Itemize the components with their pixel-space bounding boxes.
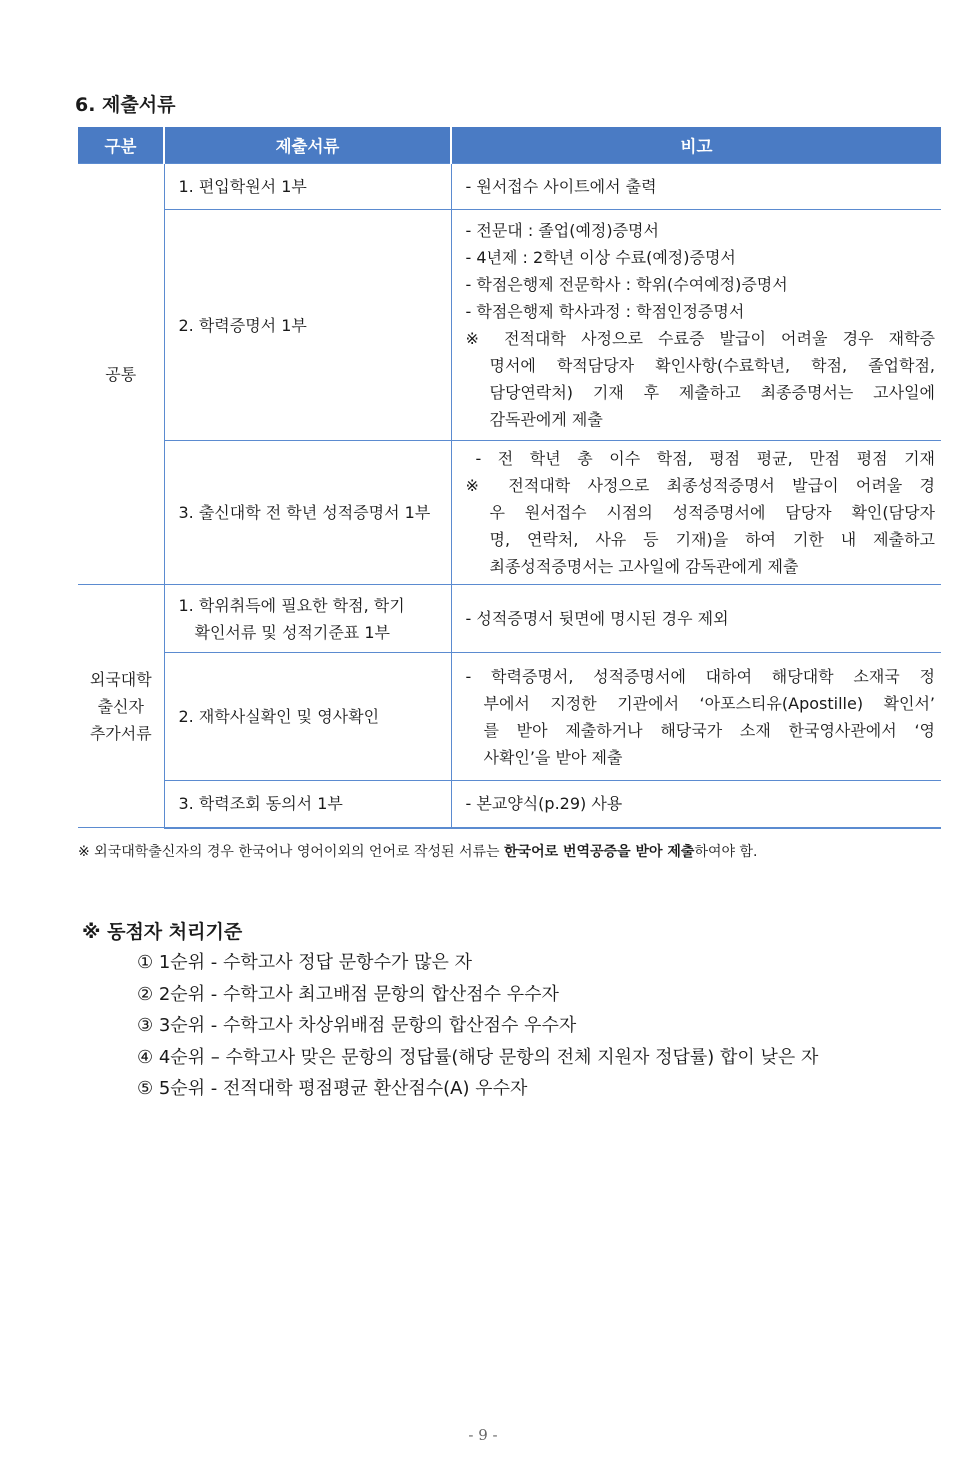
table-row <box>78 210 941 441</box>
footnote: ※ 외국대학출신자의 경우 한국어나 영어이외의 언어로 작성된 서류는 한국어로 번역공증을 받아 제출하여야 함. <box>78 844 758 860</box>
document-cell: 2. 재학사실확인 및 영사확인 <box>164 653 451 781</box>
header-documents: 제출서류 <box>164 127 451 164</box>
list-item: ③ 3순위 - 수학고사 차상위배점 문항의 합산점수 우수자 <box>137 1015 577 1036</box>
table-row <box>78 441 941 585</box>
list-item: ⑤ 5순위 - 전적대학 평점평균 환산점수(A) 우수자 <box>137 1078 528 1099</box>
documents-table <box>78 127 941 829</box>
document-cell: 1. 편입학원서 1부 <box>164 164 451 210</box>
remark-cell: - 본교양식(p.29) 사용 <box>451 781 941 828</box>
document-cell: 3. 학력조회 동의서 1부 <box>164 781 451 828</box>
header-remarks: 비고 <box>451 127 941 164</box>
table-row <box>78 585 941 653</box>
document-cell: 1. 학위취득에 필요한 학점, 학기 확인서류 및 성적기준표 1부 <box>164 585 451 653</box>
table-row <box>78 653 941 781</box>
list-item: ④ 4순위 – 수학고사 맞은 문항의 정답률(해당 문항의 전체 지원자 정답률) 합이 낮은 자 <box>137 1046 819 1068</box>
category-common: 공통 <box>78 164 164 585</box>
remark-cell: - 전 학년 총 이수 학점, 평점 평균, 만점 평점 기재 ※ 전적대학 사정으로 최종성적증명서 발급이 어려울 경 우 원서접수 시점의 성적증명서에 담당자 확인(담당자 명, 연락처, 사유 등 기재)을 하여 기한 내 제출하고 최종성적증명서는 고사일에 감독관에게 제출 <box>451 441 941 585</box>
section-title: 6. 제출서류 <box>75 94 176 116</box>
remark-cell: - 원서접수 사이트에서 출력 <box>451 164 941 210</box>
page-number: - 9 - <box>468 1426 498 1444</box>
remark-cell: - 학력증명서, 성적증명서에 대하여 해당대학 소재국 정 부에서 지정한 기관에서 ‘아포스티유(Apostille) 확인서’ 를 받아 제출하거나 해당국가 소재 한국영사관에서 ‘영 사확인’을 받아 제출 <box>451 653 941 781</box>
list-item: ② 2순위 - 수학고사 최고배점 문항의 합산점수 우수자 <box>137 983 559 1005</box>
document-cell: 2. 학력증명서 1부 <box>164 210 451 441</box>
category-foreign: 외국대학 출신자 추가서류 <box>78 585 164 828</box>
header-category: 구분 <box>78 127 164 164</box>
document-cell: 3. 출신대학 전 학년 성적증명서 1부 <box>164 441 451 585</box>
remark-cell: - 전문대 : 졸업(예정)증명서 - 4년제 : 2학년 이상 수료(예정)증명서 - 학점은행제 전문학사 : 학위(수여예정)증명서 - 학점은행제 학사과정 : 학점인정증명서 ※ 전적대학 사정으로 수료증 발급이 어려울 경우 재학증 명서에 학적담당자 확인사항(수료학년, 학점, 졸업학점, 담당연락처) 기재 후 제출하고 최종증명서는 고사일에 감독관에게 제출 <box>451 210 941 441</box>
table-row <box>78 164 941 210</box>
list-item: ① 1순위 - 수학고사 정답 문항수가 많은 자 <box>137 952 472 973</box>
table-header-row <box>78 127 941 164</box>
tiebreak-list <box>137 947 818 1105</box>
tiebreak-heading: ※ 동점자 처리기준 <box>82 921 243 943</box>
footnote-emphasis: 한국어로 번역공증을 받아 제출 <box>504 844 695 860</box>
remark-cell: - 성적증명서 뒷면에 명시된 경우 제외 <box>451 585 941 653</box>
table-row <box>78 781 941 828</box>
